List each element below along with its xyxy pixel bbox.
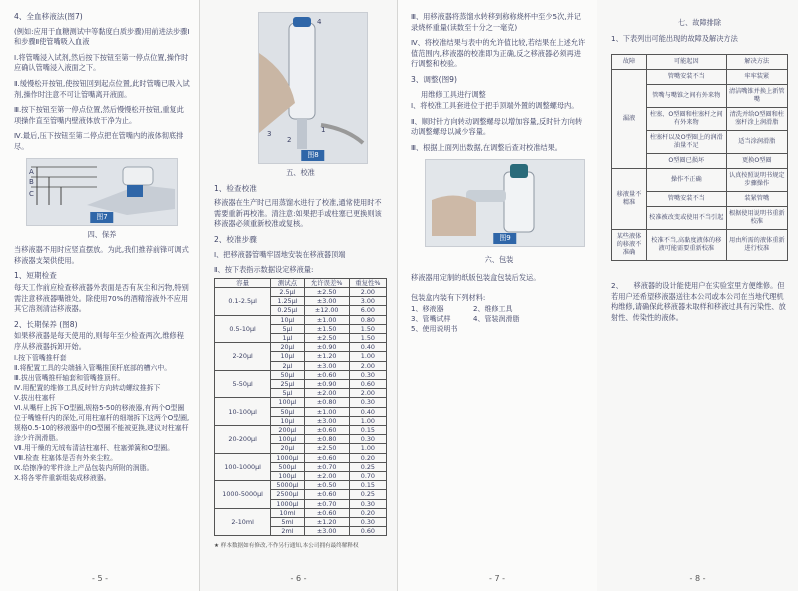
- page-5: [0, 0, 200, 591]
- table-cell: ±1.00: [304, 315, 349, 324]
- table-cell: 0.25: [349, 462, 386, 471]
- table-cell: 5μl: [271, 324, 304, 333]
- list-item: 1、移液器: [411, 305, 444, 314]
- figure-8: [258, 12, 368, 164]
- page-number: - 6 -: [290, 574, 307, 584]
- step-iv: Ⅳ.最后,压下按钮至第二停点把在管嘴内的液体彻底排尽。: [14, 131, 184, 151]
- volume-range-cell: 20-200μl: [215, 426, 271, 454]
- table-row: [215, 426, 387, 435]
- long-step: Ⅰ.按下管嘴推杆套: [14, 354, 67, 363]
- table-cell: 25μl: [271, 379, 304, 388]
- table-cell: 0.25: [349, 490, 386, 499]
- calibration-step-iv: Ⅳ、将校准结果与表中的允许值比较,若结果在上述允许值范围内,移液器的校准即为正确,反之移液器必须再进行调整和校验。: [411, 38, 586, 69]
- table-cell: 1.00: [349, 352, 386, 361]
- calibration-steps-title: 2、校准步骤: [214, 234, 257, 244]
- table-cell: 500μl: [271, 462, 304, 471]
- table-cell: ±3.00: [304, 361, 349, 370]
- long-step: Ⅱ.将配置工具的尖端插入管嘴推顶杆底部的槽六中。: [14, 364, 172, 373]
- table-cell: ±3.00: [304, 527, 349, 536]
- table-cell: ±1.00: [304, 407, 349, 416]
- table-cell: ±3.00: [304, 416, 349, 425]
- table-cell: ±0.90: [304, 343, 349, 352]
- packing-title: 六、包装: [484, 254, 514, 264]
- table-cell: ±2.50: [304, 287, 349, 296]
- table-cell: 5μl: [271, 389, 304, 398]
- table-cell: 校准被改变或使用不当引起: [647, 207, 727, 230]
- list-item: 2、维修工具: [473, 305, 513, 314]
- check-calibration-title: 1、检查校准: [214, 183, 257, 193]
- table-cell: ±0.70: [304, 462, 349, 471]
- table-header: 解决方法: [726, 55, 787, 70]
- volume-range-cell: 2-10ml: [215, 508, 271, 536]
- table-cell: 管嘴安装不当: [647, 70, 727, 85]
- troubleshooting-title: 七、故障排除: [677, 18, 722, 27]
- fig8-label-2: 2: [287, 136, 292, 144]
- table-cell: 2.5μl: [271, 287, 304, 296]
- table-header: 故障: [612, 55, 647, 70]
- volume-range-cell: 10-100μl: [215, 398, 271, 426]
- whole-blood-heading: 4、全血移液法(图7): [14, 12, 83, 21]
- table-cell: 0.40: [349, 343, 386, 352]
- table-cell: 0.25μl: [271, 306, 304, 315]
- troubleshooting-intro: 1、下表列出可能出现的故障及解决方法: [611, 33, 738, 43]
- table-header: 可能起因: [647, 55, 727, 70]
- long-step: Ⅸ.给擦净的零件涂上产品包装内所附的润脂。: [14, 464, 154, 473]
- table-cell: 5000μl: [271, 481, 304, 490]
- figure-8-caption: 图8: [301, 150, 324, 161]
- troubleshooting-table: [611, 54, 788, 261]
- table-cell: 6.00: [349, 306, 386, 315]
- table-cell: 0.60: [349, 379, 386, 388]
- table-cell: 操作不正确: [647, 169, 727, 192]
- table-cell: O型圈已损坏: [647, 154, 727, 169]
- step-ii: Ⅱ.缓慢松开按钮,使按钮回到起点位置,此时管嘴已吸入试剂,操作时注意不可让管嘴离开液面。: [14, 78, 190, 99]
- step-i: Ⅰ.将管嘴浸入试剂,然后按下按钮至第一停点位置,操作时应确认管嘴浸入液面之下。: [14, 52, 189, 73]
- table-cell: 2.00: [349, 361, 386, 370]
- table-cell: 10ml: [271, 508, 304, 517]
- long-step: Ⅷ.检查 柱塞体是否有外来尘粒。: [14, 454, 118, 463]
- long-step: Ⅶ.用干燥的无绒布清洁柱塞杆、柱塞弹簧和O型圈。: [14, 444, 175, 453]
- volume-range-cell: 0.1-2.5μl: [215, 287, 271, 315]
- table-cell: 100μl: [271, 435, 304, 444]
- volume-range-cell: 2-20μl: [215, 343, 271, 371]
- table-cell: 50μl: [271, 407, 304, 416]
- fig8-label-1: 1: [321, 126, 326, 134]
- fig7-label-b: B: [29, 177, 34, 186]
- table-cell: ±0.70: [304, 499, 349, 508]
- volume-range-cell: 0.5-10μl: [215, 315, 271, 343]
- figure-7: [26, 158, 178, 226]
- table-cell: 柱塞杆以及O型圈上的润滑油量不足: [647, 131, 727, 154]
- figure-7-caption: 图7: [90, 212, 113, 223]
- box-contents-title: 包装盒内装有下列材料:: [411, 292, 486, 302]
- table-cell: 2500μl: [271, 490, 304, 499]
- calibration-step-i: Ⅰ、把移液器管嘴牢固地安装在移液器顶端: [214, 249, 346, 259]
- table-cell: 2μl: [271, 361, 304, 370]
- table-cell: 用由所需的液体重新进行校准: [726, 230, 787, 261]
- short-check-title: 1、短期检查: [14, 271, 57, 281]
- table-cell: 0.30: [349, 499, 386, 508]
- table-cell: 适当涂润滑脂: [726, 131, 787, 154]
- table-cell: ±3.00: [304, 297, 349, 306]
- table-cell: ±0.60: [304, 490, 349, 499]
- table-cell: 0.30: [349, 370, 386, 379]
- page-6: [200, 0, 397, 591]
- table-cell: 管嘴与嘴锥之间有外来物: [647, 85, 727, 108]
- table-cell: ±1.20: [304, 352, 349, 361]
- fig7-label-a: A: [29, 167, 34, 176]
- fig8-label-4: 4: [317, 18, 322, 26]
- table-cell: 根据使用说明书重新校准: [726, 207, 787, 230]
- table-cell: 1.00: [349, 444, 386, 453]
- table-footnote: ★ 样本数据如有修改,不作另行通知,本公司拥有最终解释权: [214, 543, 359, 550]
- table-row: [612, 230, 788, 261]
- table-cell: 0.60: [349, 527, 386, 536]
- table-row: [215, 508, 387, 517]
- long-step: Ⅹ.将各零件重新组装成移液器。: [14, 474, 111, 483]
- table-cell: 管嘴安装不当: [647, 192, 727, 207]
- figure-8-illustration: [259, 13, 367, 163]
- table-cell: 1000μl: [271, 453, 304, 462]
- table-row: [612, 70, 788, 85]
- adjust-step-i: Ⅰ、将校准工具套进位于把手顶端外置的调整螺母内。: [411, 101, 579, 111]
- table-cell: 2.00: [349, 287, 386, 296]
- table-cell: 1μl: [271, 333, 304, 342]
- list-item: 4、管装润滑脂: [473, 315, 520, 324]
- fault-cell: 某些液体的移液不准确: [612, 230, 647, 261]
- table-cell: 200μl: [271, 426, 304, 435]
- maintenance-intro: 当移液器不用时应竖直摆放。为此,我们推荐前锋可调式移液器支架供使用。: [14, 245, 189, 265]
- table-cell: 2.00: [349, 389, 386, 398]
- table-cell: 1000μl: [271, 499, 304, 508]
- table-cell: 更换O型圈: [726, 154, 787, 169]
- table-header: 允许误差%: [304, 278, 349, 287]
- table-header: 容量: [215, 278, 271, 287]
- page-7: [397, 0, 597, 591]
- table-cell: 10μl: [271, 315, 304, 324]
- table-cell: ±0.90: [304, 379, 349, 388]
- table-cell: ±2.00: [304, 472, 349, 481]
- table-cell: ±12.00: [304, 306, 349, 315]
- table-cell: 2ml: [271, 527, 304, 536]
- list-item: 5、使用说明书: [411, 325, 458, 334]
- short-check-text: 每天工作前应检查移液器外表面是否有灰尘和污物,特别需注意移液器嘴锥处。除使用70%的酒精溶液外不应用其它溶剂清洁移液器。: [14, 282, 189, 314]
- calibration-step-iii: Ⅲ、用移液器将蒸馏水转移到称称烧杯中至少5次,并记录烧杯重量(读数至十分之一毫克): [411, 12, 581, 32]
- page-number: - 5 -: [92, 574, 108, 584]
- table-cell: 5ml: [271, 518, 304, 527]
- table-cell: 装紧管嘴: [726, 192, 787, 207]
- table-row: [215, 453, 387, 462]
- long-step: Ⅳ.用配置的维修工具反时针方向转动螺纹推拆下: [14, 384, 161, 393]
- table-cell: 柱塞、O型圈和柱塞杆之间有外来物: [647, 108, 727, 131]
- whole-blood-intro: (例如:应用于血糖测试中等黏度白质步骤)用前进法步骤Ⅰ和步骤Ⅱ使管嘴吸入血液: [14, 26, 190, 47]
- table-cell: 0.20: [349, 508, 386, 517]
- volume-range-cell: 1000-5000μl: [215, 481, 271, 509]
- list-item: 3、管嘴试样: [411, 315, 451, 324]
- table-cell: ±2.00: [304, 389, 349, 398]
- table-cell: 0.80: [349, 315, 386, 324]
- table-row: [612, 169, 788, 192]
- table-cell: 0.30: [349, 398, 386, 407]
- adjust-step-iii: Ⅲ、根据上面列出数据,在调整后查对校准结果。: [411, 142, 562, 152]
- fig7-label-c: C: [29, 189, 34, 198]
- table-cell: ±0.60: [304, 426, 349, 435]
- long-step: Ⅵ.从嘴杆上拆下O型圈,规格5-50的移液器,有两个O型圈位于嘴锥杆内的深处,可用柱塞杆的细端拆下这两个O型圈,规格0.5-10的移液器中的O型圈不能被更换,建议对柱塞杆涂少许润滑脂。: [14, 404, 190, 443]
- long-maint-title: 2、长期保养 (图8): [14, 319, 78, 329]
- table-cell: 1.25μl: [271, 297, 304, 306]
- table-cell: 0.20: [349, 453, 386, 462]
- table-row: [215, 481, 387, 490]
- calibration-step-ii: Ⅱ、按下表指示数据设定移液量:: [214, 265, 314, 275]
- table-cell: 100μl: [271, 472, 304, 481]
- table-cell: 0.30: [349, 435, 386, 444]
- table-cell: 0.70: [349, 472, 386, 481]
- table-cell: 1.50: [349, 333, 386, 342]
- calibration-table: [214, 278, 387, 537]
- step-iii: Ⅲ.按下按钮至第一停点位置,然后慢慢松开按钮,重复此项操作直至管嘴内壁液体放干净为止。: [14, 105, 184, 125]
- packing-text: 移液器用定制的纸版包装盒包装后发运。: [411, 273, 541, 283]
- table-cell: ±0.50: [304, 481, 349, 490]
- table-cell: 10μl: [271, 416, 304, 425]
- table-cell: 50μl: [271, 370, 304, 379]
- fault-cell: 移液量不精准: [612, 169, 647, 230]
- table-cell: 认真按照说明书规定步骤操作: [726, 169, 787, 192]
- table-cell: ±1.20: [304, 518, 349, 527]
- maintenance-title: 四、保养: [87, 229, 117, 239]
- page-number: - 7 -: [489, 574, 505, 584]
- long-maint-steps: [14, 353, 190, 483]
- adjust-title: 3、调整(图9): [411, 74, 457, 84]
- calibration-table-body: [215, 287, 387, 535]
- box-contents-list: [411, 304, 587, 334]
- figure-9: [425, 159, 585, 247]
- table-cell: 0.30: [349, 518, 386, 527]
- table-cell: ±0.80: [304, 398, 349, 407]
- check-calibration-text: 移液器在生产时已用蒸馏水进行了校准,通常使用时不需要重新再校准。清注意:如果把手或柱塞已更换则该移液器必须重新校准或复核。: [214, 198, 382, 229]
- table-row: [215, 370, 387, 379]
- volume-range-cell: 100-1000μl: [215, 453, 271, 481]
- figure-9-caption: 图9: [493, 233, 516, 244]
- volume-range-cell: 5-50μl: [215, 370, 271, 398]
- table-cell: ±0.60: [304, 370, 349, 379]
- table-row: [215, 398, 387, 407]
- fig8-label-3: 3: [267, 130, 272, 138]
- table-cell: 20μl: [271, 444, 304, 453]
- table-cell: 清洁嘴锥并换上新管嘴: [726, 85, 787, 108]
- table-header: 测试点: [271, 278, 304, 287]
- adjust-tool-note: 用维修工具进行调整: [421, 89, 486, 99]
- page-number: - 8 -: [689, 574, 706, 584]
- table-cell: 牢牢装紧: [726, 70, 787, 85]
- table-cell: 3.00: [349, 297, 386, 306]
- long-maint-text: 如果移液器是每天使用的,则每年至少检查两次,维修程序从移液器拆卸开始。: [14, 331, 184, 351]
- table-cell: 0.15: [349, 481, 386, 490]
- table-row: [215, 287, 387, 296]
- table-cell: 0.40: [349, 407, 386, 416]
- service-note: 2、 移液器的设计能使用户在实验室里方便维修。但若用户还希望移液器送往本公司或本公司在当地代理机构维修,请确保此移液器未取样和移液过具有污染性、放射性、传染性的液体。: [611, 281, 786, 322]
- table-cell: ±1.50: [304, 324, 349, 333]
- table-cell: 校准不当,高黏度液体的移液可能需要重新校准: [647, 230, 727, 261]
- table-cell: 1.50: [349, 324, 386, 333]
- table-cell: 10μl: [271, 352, 304, 361]
- table-cell: 100μl: [271, 398, 304, 407]
- table-cell: ±2.50: [304, 444, 349, 453]
- table-cell: ±0.60: [304, 453, 349, 462]
- table-cell: 清洗并给O型圈和柱塞杆涂上润滑脂: [726, 108, 787, 131]
- long-step: Ⅴ.拔出柱塞杆: [14, 394, 56, 403]
- table-cell: ±0.80: [304, 435, 349, 444]
- adjust-step-ii: Ⅱ、顺时针方向转动调整螺母以增加容量,反时针方向转动调整螺母以减少容量。: [411, 116, 583, 137]
- table-row: [215, 315, 387, 324]
- calibration-title: 五、校准: [286, 168, 315, 177]
- table-cell: 0.15: [349, 426, 386, 435]
- fault-cell: 漏液: [612, 70, 647, 169]
- table-cell: 1.00: [349, 416, 386, 425]
- long-step: Ⅲ.拔出管嘴推杆轴套和管嘴推顶杆。: [14, 374, 125, 383]
- table-cell: ±0.60: [304, 508, 349, 517]
- table-cell: 20μl: [271, 343, 304, 352]
- table-cell: ±2.50: [304, 333, 349, 342]
- table-row: [215, 343, 387, 352]
- page-8: [597, 0, 798, 591]
- troubleshooting-table-body: [612, 70, 788, 261]
- table-header: 重复性%: [349, 278, 386, 287]
